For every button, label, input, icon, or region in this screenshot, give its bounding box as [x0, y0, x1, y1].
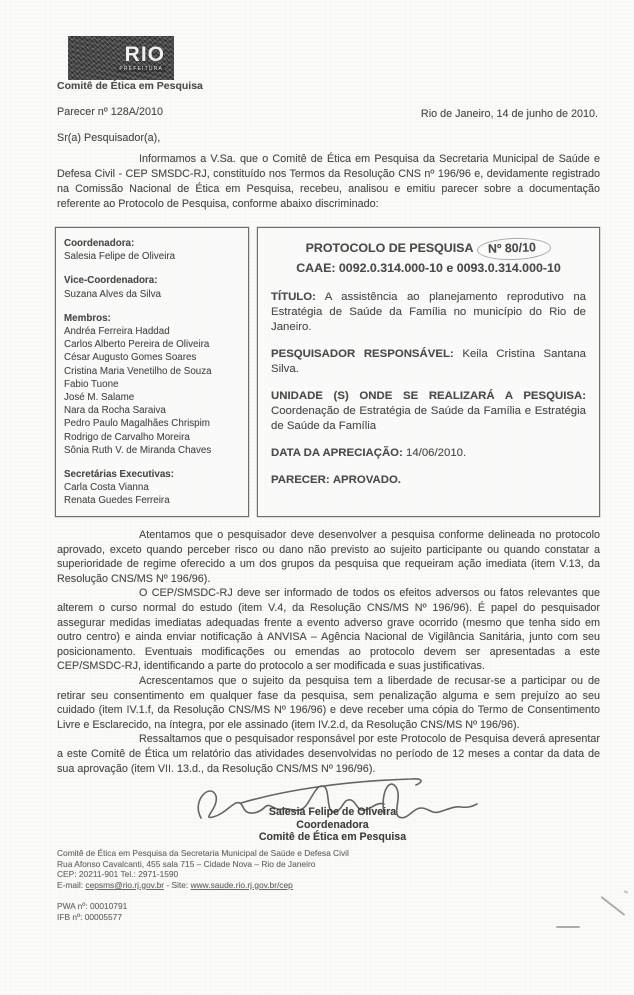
coordinator-label: Coordenadora:: [64, 238, 135, 249]
boxes-row: [55, 227, 600, 517]
protocol-heading: [271, 238, 586, 277]
field-value: Coordenação de Estratégia de Saúde da Família e Estratégia de Saúde da Família: [271, 405, 586, 432]
protocol-field-data-apreciacao: [271, 446, 586, 461]
footer-address-line: Rua Afonso Cavalcanti, 455 sala 715 – Cidade Nova – Rio de Janeiro: [57, 858, 316, 869]
body-paragraph: Atentamos que o pesquisador deve desenvolver a pesquisa conforme delineada no protocolo aprovado, exceto quando perceber risco ou dano não previsto ao sujeito participante ou quando constatar a superioridade de regime oferecido a um dos grupos da pesquisa que requeiram ação imediata (item V.13, da Resolução CNS/MS Nº 196/96).: [57, 529, 600, 585]
member-name: Andréa Ferreira Haddad: [64, 326, 170, 338]
coordinator-group: [64, 237, 240, 263]
letter-body: [57, 528, 600, 776]
logo-sub-text: PREFEITURA: [119, 65, 163, 72]
vice-coordinator-label: Vice-Coordenadora:: [64, 275, 158, 287]
members-label: Membros:: [64, 312, 111, 324]
intro-paragraph: Informamos a V.Sa. que o Comitê de Ética em Pesquisa da Secretaria Municipal de Saúde e Defesa Civil - CEP SMSDC-RJ, constituído nos Termos da Resolução CNS nº 196/96 e, devidamente registrado na Comissão Nacional de Ética em Pesquisa, recebeu, analisou e emitiu parecer sobre a documentação referente ao Protocolo de Pesquisa, conforme abaixo discriminado:: [57, 153, 600, 210]
member-name: Cristina Maria Venetilho de Souza: [64, 365, 212, 377]
member-name: Sônia Ruth V. de Miranda Chaves: [64, 444, 212, 456]
field-label: TÍTULO:: [271, 291, 316, 303]
field-value: Keila Cristina Santana Silva.: [271, 348, 586, 375]
committee-name-header: Comitê de Ética em Pesquisa: [57, 80, 203, 92]
pen-circle-annotation: [477, 237, 552, 262]
field-label: UNIDADE (S) ONDE SE REALIZARÁ A PESQUISA:: [271, 390, 586, 402]
coordinator-name: Salesia Felipe de Oliveira: [64, 251, 176, 263]
field-value: 14/06/2010.: [406, 447, 467, 459]
salutation: Sr(a) Pesquisador(a),: [57, 132, 161, 144]
secretary-name: Renata Guedes Ferreira: [64, 495, 170, 507]
logo-brand-text: RIO: [124, 42, 165, 66]
secretaries-label: Secretárias Executivas:: [64, 469, 175, 481]
caae-line: CAAE: 0092.0.314.000-10 e 0093.0.314.000-10: [296, 261, 561, 275]
protocol-field-unidade: [271, 389, 586, 434]
ifb-number: IFB nº: 00005577: [57, 911, 122, 922]
field-label: PESQUISADOR RESPONSÁVEL:: [271, 348, 454, 360]
body-paragraph: Ressaltamos que o pesquisador responsável por este Protocolo de Pesquisa deverá apresentar a este Comitê de Ética um relatório das atividades desenvolvidas no período de 12 meses a contar da data de sua aprovação (item VII. 13.d., da Resolução CNS/MS Nº 196/96).: [57, 733, 600, 775]
footer-email-site-line: [57, 880, 349, 891]
vice-coordinator-group: [64, 274, 240, 300]
protocol-title-prefix: PROTOCOLO DE PESQUISA: [305, 241, 474, 255]
field-label: DATA DA APRECIAÇÃO:: [271, 447, 403, 459]
date-line: Rio de Janeiro, 14 de junho de 2010.: [420, 108, 598, 120]
signature-block: [160, 806, 505, 844]
committee-members-box: [55, 227, 249, 517]
footer-cep-tel-line: CEP: 20211-901 Tel.: 2971-1590: [57, 869, 179, 880]
protocol-details-box: [257, 227, 600, 517]
signatory-role: Coordenadora: [296, 818, 369, 831]
field-label: PARECER:: [271, 474, 330, 486]
footer-site-label: Site:: [171, 879, 189, 890]
footer-email-link: cepsms@rio.rj.gov.br: [85, 879, 165, 890]
protocol-field-titulo: [271, 290, 586, 335]
member-name: Nara da Rocha Saraiva: [64, 405, 166, 417]
footer-contact-block: [57, 848, 349, 890]
body-paragraph: Acrescentamos que o sujeito da pesquisa tem a liberdade de recusar-se a participar ou de retirar seu consentimento em qualquer fase da pesquisa, sem penalização alguma e sem prejuízo ao seu cuidado (item IV.1.f, da Resolução CNS/MS Nº 196/96) e deve receber uma cópia do Termo de Consentimento Livre e Esclarecido, na íntegra, por ele assinado (item IV.2.d, da Resolução CNS/MS Nº 196/96).: [57, 674, 600, 731]
scan-speck: [624, 890, 628, 893]
member-name: Fabio Tuone: [64, 378, 119, 390]
parecer-number: Parecer nº 128A/2010: [57, 106, 163, 118]
member-name: Carlos Alberto Pereira de Oliveira: [64, 339, 210, 351]
footer-org-line: Comitê de Ética em Pesquisa da Secretaria Municipal de Saúde e Defesa Civil: [57, 848, 349, 858]
vice-coordinator-name: Suzana Alves da Silva: [64, 288, 161, 300]
body-paragraph: O CEP/SMSDC-RJ deve ser informado de todos os efeitos adversos ou fatos relevantes que alterem o curso normal do estudo (item V.4, da Resolução CNS/MS Nº 196/96). É papel do pesquisador assegurar medidas imediatas adequadas frente a evento adverso grave ocorrido (mesmo que tenha sido em outro centro) e ainda enviar notificação à ANVISA – Agência Nacional de Vigilância Sanitária, junto com seu posicionamento. Eventuais modificações ou emendas ao protocolo devem ser apresentadas a este CEP/SMSDC-RJ, identificando a parte do protocolo a ser modificada e suas justificativas.: [57, 587, 600, 673]
field-value-aprovado: APROVADO.: [332, 474, 401, 486]
registry-ids-block: [57, 901, 127, 923]
protocol-field-parecer: [271, 473, 586, 488]
secretary-name: Carla Costa Vianna: [64, 482, 149, 494]
member-name: José M. Salame: [64, 392, 135, 404]
member-name: César Augusto Gomes Soares: [64, 352, 197, 364]
members-group: [64, 312, 240, 457]
secretaries-group: [64, 468, 240, 508]
signatory-name: Salesia Felipe de Oliveira: [268, 806, 397, 818]
pwa-number: PWA nº: 00010791: [57, 901, 128, 911]
signatory-org: Comitê de Ética em Pesquisa: [258, 831, 407, 843]
member-name: Pedro Paulo Magalhães Chrispim: [64, 418, 210, 430]
member-name: Rodrigo de Carvalho Moreira: [64, 431, 190, 443]
rio-prefeitura-logo: [68, 36, 174, 80]
protocol-number: Nº 80/10: [488, 240, 537, 256]
footer-email-label: E-mail:: [57, 879, 84, 890]
pen-mark-dash: [556, 926, 580, 928]
footer-site-link: www.saude.rio.rj.gov.br/cep: [190, 879, 293, 890]
field-value: A assistência ao planejamento reprodutivo na Estratégia de Saúde da Família no município do Rio de Janeiro.: [271, 291, 587, 333]
protocol-field-pesquisador: [271, 347, 586, 377]
footer-separator: -: [166, 879, 170, 890]
pen-mark-diagonal: [601, 896, 626, 916]
